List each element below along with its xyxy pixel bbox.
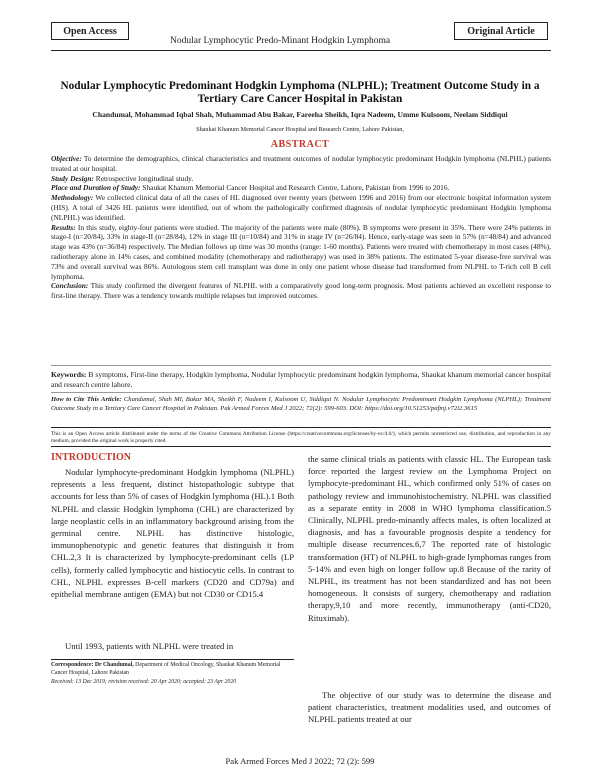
intro-left-paragraph-2: Until 1993, patients with NLPHL were treated in [65,641,234,651]
intro-right-paragraph-2: The objective of our study was to determine the disease and patient characteristics, treatment modalities used, and outcomes of NLPHL patients treated at our [308,690,551,725]
abstract-conclusion: Conclusion: This study confirmed the divergent features of NLPHL with a comparatively good long-term prognosis. Most patients achieved an excellent response to first-line therapy. There was a tendency towards multiple relapses but improved outcomes. [51,281,552,301]
divider [51,446,551,447]
abstract-heading: ABSTRACT [270,139,330,150]
abstract-place: Place and Duration of Study: Shaukat Khanum Memorial Cancer Hospital and Research Centre, Lahore, Pakistan from 1996 to 2016. [51,183,450,193]
abstract-results: Results: In this study, eighty-four patients were studied. The majority of the patients were male (80%). B symptoms were present in 35%. There were 24% patients in stage-I (n=20/84), 33% in stage-II (n=28/84), 12% in stage III (n=10/84) and 31% in stage IV (n=26/84). Hence, early-stage was seen in 57% (n=48/84) and advanced stage was 43% (n=36/84) respectively. The Median follows up time was 30 months (range: 1-60 months). Patients were treated with chemotherapy in most cases (48%), radiotherapy alone in 14% cases, and combined modality (chemotherapy and radiotherapy) was used in 38% patients. The estimated 5-year disease-free survival was 73% and overall survival was 86%. Autologous stem cell transplant was done in only one patient whose disease had transformed from NLPHL to T-rich cell B cell lymphoma. [51,222,551,281]
running-title: Nodular Lymphocytic Predo-Minant Hodgkin Lymphoma [170,36,391,46]
intro-left-paragraph-1: Nodular lymphocyte-predominant Hodgkin lymphoma (NLPHL) represents a less frequent, distinct histopathologic subtype that accounts for less than 5% of cases of Hodgkin lymphoma (HL).1 Both NLPHL and classic Hodgkin lymphoma (CHL) are characterized by large neoplastic cells in an inflammatory background arising from the germinal centre. NLPHL has distinctive histologic, immunophenotypic and genetic features that distinguish it from CHL.2,3 It is characterized by lymphocyte-predominant cells (LP cells), formerly called lymphocytic and histiocytic cells. In contrast to CHL, NLPHL expresses B-cell markers (CD20 and CD79a) and epithelial membrane antigen (EMA) but not CD30 or CD15.4 [51,467,294,600]
abstract-design: Study Design: Retrospective longitudinal study. [51,173,194,183]
correspondence: Correspondence: Dr Chandumal, Department of Medical Oncology, Shaukat Khanum Memorial Cancer Hospital, Lahore Pakistan [51,662,281,676]
divider [51,365,551,366]
article-type-badge: Original Article [454,22,548,40]
page-footer: Pak Armed Forces Med J 2022; 72 (2): 599 [225,756,375,766]
intro-right-paragraph-1: the same clinical trials as patients with classic HL. The European task force reported the largest review on the Lymphoma Project on lymphocyte-predominant HL, which confirmed only 51% of cases on pathology review and immunohistochemistry. NLPHL was classified as a separate entity in 2008 in WHO lymphoma classification.5 Clinically, NLPHL predo-minantly affects males, is often localized at diagnosis, and has a favourable prognosis despite a tendency for multiple disease recurrences.6,7 The reported rate of histologic transformation (HT) of NLPHL to high-grade lymphomas ranges from 5-14% and even high on longer follow up.8 Because of the rarity of NLPHL, its treatment has not been standardized and has not been homogeneous. It consists of surgery, chemotherapy and radiation therapy,9,10 and more recently, immunotherapy (anti-CD20, Rituximab). [308,454,551,623]
author-list: Chandumal, Mohammad Iqbal Shah, Muhammad Abu Bakar, Fareeha Sheikh, Iqra Nadeem, Umme Kulsoom, Neelam Siddiqui [92,110,508,119]
citation: How to Cite This Article: Chandumal, Shah MI, Bakar MA, Sheikh F, Nadeem I, Kulsoom U, Siddiqui N. Nodular Lymphocytic Predominant Hodgkin Lymphoma (NLPHL); Treatment Outcome Study in a Tertiary Care Cancer Hospital in Pakistan. Pak Armed Forces Med J 2022; 72(2): 599-603. DOI: https://doi.org/10.51253/pafmj.v72i2.3615 [51,396,551,412]
intro-heading: INTRODUCTION [51,452,132,463]
abstract-methodology: Methodology: We collected clinical data of all the cases of HL diagnosed over twenty years (between 1996 and 2016) from our electronic hospital information system (HIS). A total of 3426 HL patients were identified, out of whom the pathologically confirmed diagnosis of nodular lymphocytic predominant Hodgkin lymphoma (NLPHL) was identified. [51,193,551,222]
abstract-objective: Objective: To determine the demographics, clinical characteristics and treatment outcomes of nodular lymphocytic predominant Hodgkin lymphoma (NLPHL) patients treated at our hospital. [51,154,551,173]
header-rule [51,50,551,51]
keywords: Keywords: B symptoms, First-line therapy, Hodgkin lymphoma, Nodular lymphocytic predominant hodgkin lymphoma, Shaukat khanum memorial cancer hospital and research centre lahore. [51,370,551,389]
divider [51,392,551,393]
license-note: This is an Open Access article distributed under the terms of the Creative Commons Attribution License (https://creativecommons.org/licenses/by-nc/4.0/), which permits unrestricted use, distribution, and reproduction in any medium, provided the original work is properly cited. [51,431,551,445]
page-title: Nodular Lymphocytic Predominant Hodgkin Lymphoma (NLPHL); Treatment Outcome Study in a Tertiary Care Cancer Hospital in Pakistan [60,80,540,105]
affiliation: Shaukat Khanum Memorial Cancer Hospital and Research Centre, Lahore Pakistan, [196,126,404,133]
footnote-rule [51,659,294,660]
abstract-body [51,154,551,301]
received-dates: Received: 13 Dec 2019; revision received: 20 Apr 2020; accepted: 23 Apr 2020 [51,679,237,685]
divider [51,427,551,428]
open-access-badge: Open Access [51,22,129,40]
